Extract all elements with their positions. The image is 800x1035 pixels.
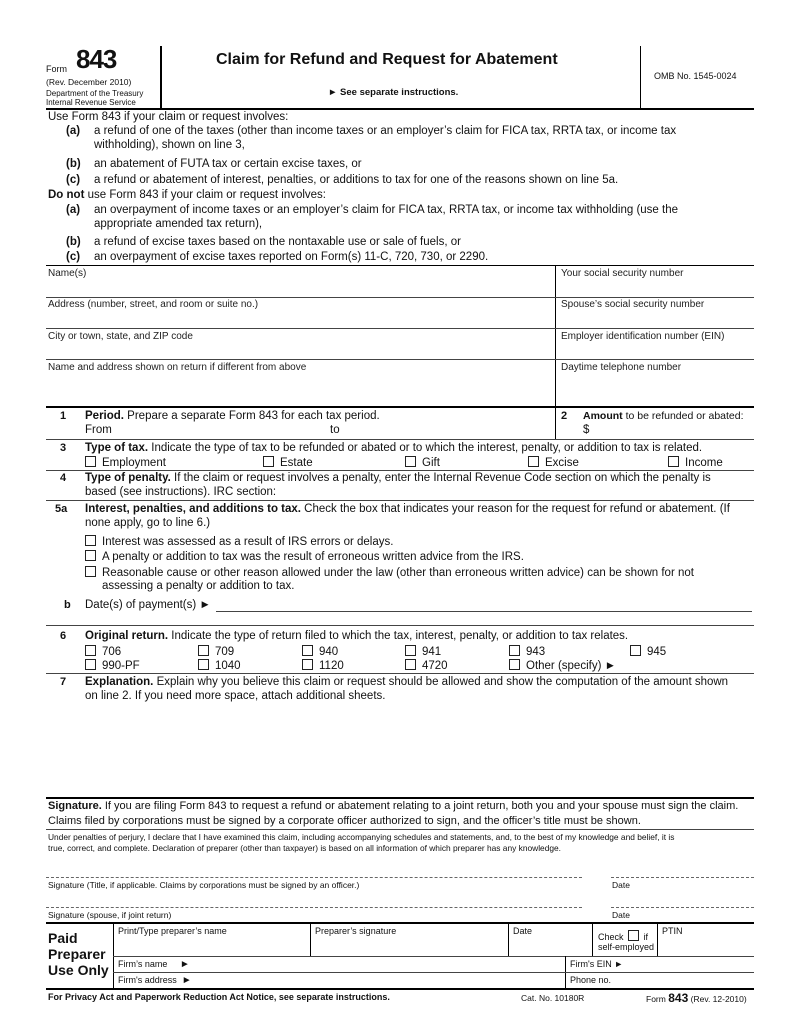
firm-address-label — [118, 975, 192, 986]
signature-text-cont: Claims filed by corporations must be signed by a corporate officer authorized to sign, and the officer’s title must be shown. — [48, 815, 641, 827]
preparer-col-divider-3 — [592, 922, 593, 956]
if-label: if — [643, 932, 649, 942]
form-word: Form — [46, 64, 67, 74]
form-title: Claim for Refund and Request for Abatement — [216, 51, 558, 68]
line1-from-label: From — [85, 424, 112, 436]
fields-top-rule — [46, 265, 754, 266]
self-employed-check — [598, 930, 648, 942]
option-label: 941 — [422, 646, 442, 658]
fields-bottom-rule — [46, 406, 754, 408]
city-input[interactable] — [46, 343, 554, 359]
option-label: A penalty or addition to tax was the result of erroneous written advice from the IRS. — [102, 551, 524, 563]
footer-revision: (Rev. 12-2010) — [690, 994, 747, 1004]
ssn-input[interactable] — [556, 280, 754, 296]
option-706[interactable] — [85, 645, 121, 658]
checkbox[interactable] — [263, 456, 274, 467]
line5a-number: 5a — [55, 503, 68, 515]
option-label: Excise — [545, 457, 579, 469]
firm-ein-input[interactable] — [630, 957, 753, 971]
phone-no-input[interactable] — [620, 973, 753, 987]
preparer-heading-line2: Preparer — [48, 946, 106, 962]
line4-text-cont: based (see instructions). IRC section: — [85, 486, 277, 498]
option-709[interactable] — [198, 645, 234, 658]
checkbox[interactable] — [405, 659, 416, 670]
line1-to-input[interactable] — [346, 423, 551, 437]
taxpayer-signature-input[interactable] — [46, 856, 582, 876]
line6-text — [85, 630, 628, 642]
line5a-desc: Check the box that indicates your reason for the request for refund or abatement. (If — [300, 503, 730, 515]
preparer-heading-line3: Use Only — [48, 962, 109, 978]
option-940[interactable] — [302, 645, 338, 658]
ssn-label: Your social security number — [561, 268, 684, 279]
checkbox[interactable] — [85, 456, 96, 467]
firm-address-arrow-icon: ► — [181, 975, 192, 986]
use-item-a-letter: (a) — [66, 125, 81, 137]
option-label: Other (specify) ► — [526, 660, 616, 672]
line1-title: Period. — [85, 410, 124, 422]
donot-item-a-letter: (a) — [66, 204, 81, 216]
spouse-signature-input[interactable] — [46, 888, 582, 906]
line2-dollar-sign: $ — [583, 424, 590, 436]
line3-number: 3 — [60, 442, 67, 454]
option-label: Gift — [422, 457, 440, 469]
line6-bottom-rule — [46, 673, 754, 674]
preparer-heading-line1: Paid — [48, 930, 78, 946]
city-label: City or town, state, and ZIP code — [48, 331, 193, 342]
ptin-input[interactable] — [660, 938, 753, 954]
checkbox[interactable] — [405, 645, 416, 656]
use-item-b-text: an abatement of FUTA tax or certain excise taxes, or — [94, 158, 362, 170]
option-990pf[interactable] — [85, 659, 140, 672]
perjury-top-rule — [46, 829, 754, 830]
preparer-col-divider-1 — [310, 922, 311, 956]
taxpayer-date-input[interactable] — [611, 856, 754, 876]
ptin-label: PTIN — [662, 926, 683, 936]
footer-form-id — [646, 991, 747, 1005]
option-label: 4720 — [422, 660, 448, 672]
fields-rule-2 — [46, 328, 754, 329]
self-employed-label: self-employed — [598, 942, 655, 952]
checkbox[interactable] — [85, 550, 96, 561]
header-divider-left — [160, 46, 162, 108]
self-employed-checkbox[interactable] — [628, 930, 639, 941]
option-erroneous-advice[interactable] — [85, 550, 524, 563]
option-label: 943 — [526, 646, 546, 658]
option-label: Interest was assessed as a result of IRS errors or delays. — [102, 536, 394, 548]
preparer-name-input[interactable] — [116, 938, 308, 954]
signature-title: Signature. — [48, 800, 102, 812]
omb-number: OMB No. 1545-0024 — [654, 71, 737, 81]
line3-text — [85, 442, 702, 454]
checkbox[interactable] — [668, 456, 679, 467]
donot-item-a-text-cont: appropriate amended tax return), — [94, 218, 263, 230]
line4-title: Type of penalty. — [85, 472, 171, 484]
taxpayer-signature-label: Signature (Title, if applicable. Claims by corporations must be signed by an officer.) — [48, 880, 360, 890]
other-specify-input[interactable] — [615, 658, 752, 672]
spouse-signature-label: Signature (spouse, if joint return) — [48, 910, 172, 920]
footer-form-number: 843 — [668, 991, 689, 1005]
option-employment[interactable] — [85, 456, 166, 469]
preparer-heading — [48, 930, 109, 978]
form-number: 843 — [76, 44, 117, 74]
department: Department of the Treasury — [46, 89, 144, 98]
donot-item-b-text: a refund of excise taxes based on the nontaxable use or sale of fuels, or — [94, 236, 461, 248]
option-label: 990-PF — [102, 660, 140, 672]
checkbox[interactable] — [85, 659, 96, 670]
ein-input[interactable] — [556, 343, 754, 359]
option-reasonable-cause[interactable] — [85, 566, 694, 579]
use-item-a-text: a refund of one of the taxes (other than income taxes or an employer’s claim for FICA tax, RRTA tax, or income tax — [94, 125, 677, 137]
use-form-line: Use Form 843 if your claim or request involves: — [48, 111, 289, 123]
signature-desc: If you are filing Form 843 to request a refund or abatement relating to a joint return, both you and your spouse must sign the claim. — [101, 800, 739, 812]
line5b-number: b — [64, 599, 71, 611]
preparer-top-rule — [46, 922, 754, 924]
option-label: Income — [685, 457, 723, 469]
preparer-col-divider-4 — [657, 922, 658, 956]
donot-item-c-text: an overpayment of excise taxes reported on Form(s) 11-C, 720, 730, or 2290. — [94, 251, 489, 263]
line7-number: 7 — [60, 676, 67, 688]
names-label: Name(s) — [48, 268, 87, 279]
header-divider-right — [640, 46, 641, 108]
line4-text — [85, 472, 711, 484]
spouse-ssn-input[interactable] — [556, 311, 754, 327]
checkbox[interactable] — [85, 535, 96, 546]
line6-number: 6 — [60, 630, 67, 642]
line2-title: Amount — [583, 410, 623, 422]
option-941[interactable] — [405, 645, 441, 658]
line4-desc: If the claim or request involves a penalty, enter the Internal Revenue Code section on which the penalty is — [170, 472, 711, 484]
line5a-title: Interest, penalties, and additions to tax. — [85, 503, 301, 515]
line5a-text — [85, 503, 730, 515]
checkbox[interactable] — [198, 645, 209, 656]
line7-text-cont: on line 2. If you need more space, attach additional sheets. — [85, 690, 386, 702]
perjury-statement: Under penalties of perjury, I declare that I have examined this claim, including accompanying schedules and statements, and, to the best of my knowledge and belief, it is — [48, 832, 675, 842]
firm-name-input[interactable] — [200, 957, 560, 971]
payment-dates-rule — [216, 611, 752, 612]
explanation-textarea[interactable] — [85, 706, 752, 794]
address-label: Address (number, street, and room or suite no.) — [48, 299, 259, 310]
line5-bottom-rule — [46, 625, 754, 626]
line1-number: 1 — [60, 410, 67, 422]
line1-from-input[interactable] — [116, 423, 324, 437]
checkbox[interactable] — [509, 659, 520, 670]
line5a-text-cont: none apply, go to line 6.) — [85, 517, 211, 529]
option-943[interactable] — [509, 645, 545, 658]
preparer-bottom-rule — [46, 988, 754, 990]
name-address-different-input[interactable] — [46, 374, 554, 404]
spouse-ssn-label: Spouse’s social security number — [561, 299, 705, 310]
line1-divider — [555, 406, 556, 439]
line2-number: 2 — [561, 410, 568, 422]
checkbox[interactable] — [302, 645, 313, 656]
firm-name-arrow-icon: ► — [179, 959, 190, 970]
spouse-date-line — [611, 907, 754, 908]
agency: Internal Revenue Service — [46, 98, 136, 107]
line6-desc: Indicate the type of return filed to which the tax, interest, penalty, or addition to tax relates. — [168, 630, 629, 642]
checkbox[interactable] — [85, 566, 96, 577]
firm-name-label — [118, 959, 190, 970]
phone-label: Daytime telephone number — [561, 362, 682, 373]
line7-text — [85, 676, 728, 688]
firm-address-input[interactable] — [200, 973, 560, 987]
preparer-signature-label: Preparer’s signature — [315, 926, 397, 936]
checkbox[interactable] — [405, 456, 416, 467]
line3-desc: Indicate the type of tax to be refunded or abated or to which the interest, penalty, or addition to tax is related. — [148, 442, 703, 454]
signature-text — [48, 800, 738, 812]
do-not-rest: use Form 843 if your claim or request involves: — [84, 189, 327, 201]
signature-top-rule — [46, 797, 754, 799]
option-label: Reasonable cause or other reason allowed under the law (other than erroneous written advice) can be shown for not — [102, 567, 694, 579]
spouse-signature-line — [46, 907, 582, 908]
header-rule — [46, 108, 754, 110]
use-item-a-text-cont: withholding), shown on line 3, — [94, 139, 245, 151]
do-not-line — [48, 189, 326, 201]
line1-bottom-rule — [46, 439, 754, 440]
firm-ein-label: Firm's EIN ► — [570, 959, 624, 969]
line3-bottom-rule — [46, 470, 754, 471]
option-label: 1120 — [319, 660, 344, 672]
option-income[interactable] — [668, 456, 723, 469]
checkbox[interactable] — [630, 645, 641, 656]
taxpayer-date-line — [611, 877, 754, 878]
option-label: 945 — [647, 646, 667, 658]
preparer-date-input[interactable] — [511, 938, 590, 954]
phone-input[interactable] — [556, 374, 754, 404]
phone-no-label: Phone no. — [570, 975, 612, 985]
checkbox[interactable] — [528, 456, 539, 467]
option-estate[interactable] — [263, 456, 313, 469]
spouse-date-label: Date — [612, 910, 630, 920]
see-instructions: ► See separate instructions. — [328, 87, 459, 98]
firm-address-text: Firm's address — [118, 975, 177, 985]
form-header — [46, 44, 754, 108]
address-input[interactable] — [46, 311, 554, 327]
line3-title: Type of tax. — [85, 442, 149, 454]
option-excise[interactable] — [528, 456, 579, 469]
form-revision: (Rev. December 2010) — [46, 77, 132, 87]
option-label: 940 — [319, 646, 339, 658]
firm-name-text: Firm’s name — [118, 959, 168, 969]
option-reasonable-cause-cont: assessing a penalty or addition to tax. — [102, 580, 295, 592]
line1-desc: Prepare a separate Form 843 for each tax period. — [123, 410, 380, 422]
irc-section-input[interactable] — [270, 485, 750, 499]
line4-number: 4 — [60, 472, 67, 484]
payment-dates-input[interactable] — [216, 597, 752, 611]
preparer-date-label: Date — [513, 926, 533, 936]
perjury-statement-cont: true, correct, and complete. Declaration of preparer (other than taxpayer) is based on all information of which preparer has any knowledge. — [48, 843, 562, 853]
checkbox[interactable] — [302, 659, 313, 670]
donot-item-c-letter: (c) — [66, 251, 81, 263]
line2-amount-input[interactable] — [594, 423, 752, 437]
option-label: Employment — [102, 457, 166, 469]
use-item-c-text: a refund or abatement of interest, penalties, or additions to tax for one of the reasons shown on line 5a. — [94, 174, 619, 186]
option-irs-errors[interactable] — [85, 535, 393, 548]
fields-rule-1 — [46, 297, 754, 298]
line7-title: Explanation. — [85, 676, 154, 688]
privacy-notice: For Privacy Act and Paperwork Reduction Act Notice, see separate instructions. — [48, 992, 390, 1002]
option-label: 1040 — [215, 660, 241, 672]
footer-form-word: Form — [646, 994, 666, 1004]
line1-text — [85, 410, 380, 422]
preparer-name-label: Print/Type preparer’s name — [118, 926, 227, 936]
option-4720[interactable] — [405, 659, 448, 672]
names-input[interactable] — [46, 280, 554, 296]
check-label: Check — [598, 932, 624, 942]
checkbox[interactable] — [509, 645, 520, 656]
do-not-bold: Do not — [48, 189, 85, 201]
preparer-signature-input[interactable] — [313, 938, 506, 954]
ein-label: Employer identification number (EIN) — [561, 331, 725, 342]
use-item-c-letter: (c) — [66, 174, 81, 186]
option-other[interactable] — [509, 659, 616, 672]
checkbox[interactable] — [198, 659, 209, 670]
name-address-different-label: Name and address shown on return if different from above — [48, 362, 307, 373]
taxpayer-signature-line — [46, 877, 582, 878]
line7-desc: Explain why you believe this claim or request should be allowed and show the computation of the amount shown — [153, 676, 729, 688]
donot-item-b-letter: (b) — [66, 236, 81, 248]
option-1040[interactable] — [198, 659, 241, 672]
line4-bottom-rule — [46, 500, 754, 501]
option-1120[interactable] — [302, 659, 344, 672]
checkbox[interactable] — [85, 645, 96, 656]
option-label: 709 — [215, 646, 235, 658]
option-gift[interactable] — [405, 456, 440, 469]
option-label: Estate — [280, 457, 313, 469]
line2-text — [583, 410, 744, 422]
donot-item-a-text: an overpayment of income taxes or an employer’s claim for FICA tax, RRTA tax, or income tax withholding (use the — [94, 204, 678, 216]
preparer-heading-divider — [113, 922, 114, 988]
catalog-number: Cat. No. 10180R — [521, 993, 585, 1003]
line6-title: Original return. — [85, 630, 169, 642]
spouse-date-input[interactable] — [611, 888, 754, 906]
taxpayer-date-label: Date — [612, 880, 630, 890]
preparer-col-divider-2 — [508, 922, 509, 956]
line5b-text: Date(s) of payment(s) ► — [85, 599, 211, 611]
option-label: 706 — [102, 646, 122, 658]
option-945[interactable] — [630, 645, 666, 658]
line1-to-label: to — [330, 424, 340, 436]
fields-rule-3 — [46, 359, 754, 360]
use-item-b-letter: (b) — [66, 158, 81, 170]
line2-desc: to be refunded or abated: — [622, 410, 744, 422]
